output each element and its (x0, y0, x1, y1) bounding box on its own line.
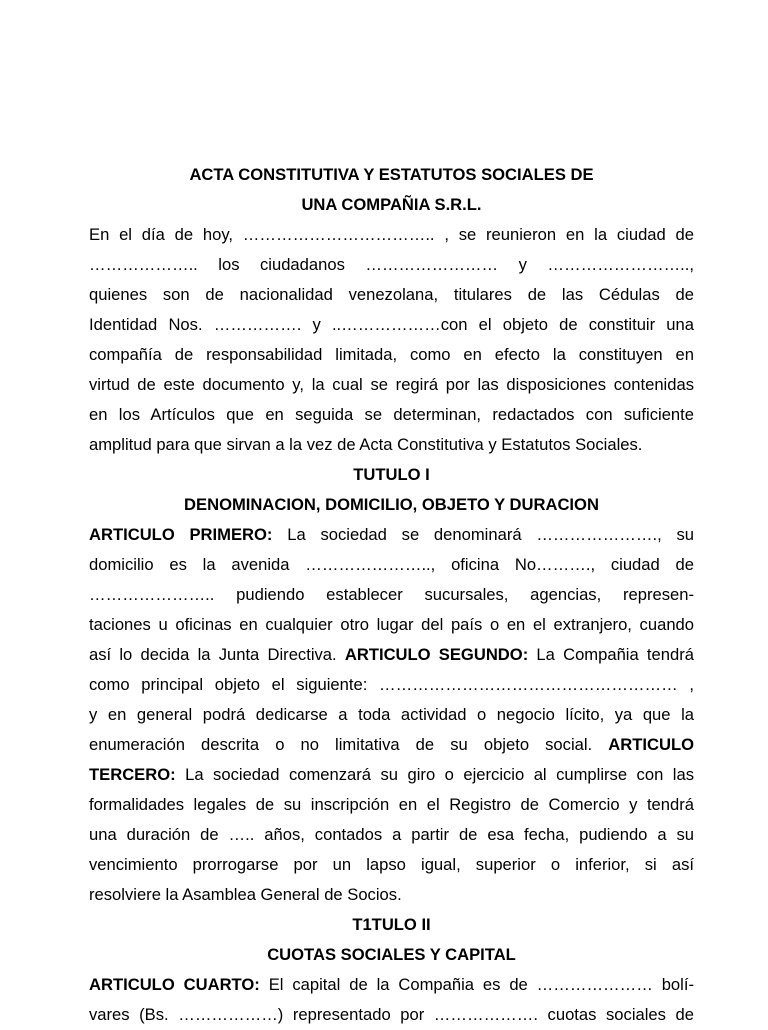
intro-line: compañía de responsabilidad limitada, como en efecto la constituyen en (89, 345, 694, 364)
intro-line: Identidad Nos. ……………. y ..………………con el objeto de constituir una (89, 315, 694, 334)
title-1-heading: TUTULO I (353, 465, 430, 484)
article-line: domicilio es la avenida ………………….., oficina No………., ciudad de (89, 555, 694, 574)
intro-line: amplitud para que sirvan a la vez de Acta Constitutiva y Estatutos Sociales. (89, 435, 643, 454)
title-2-subheading: CUOTAS SOCIALES Y CAPITAL (267, 945, 516, 964)
intro-line: en los Artículos que en seguida se determinan, redactados con suficiente (89, 405, 694, 424)
title-1-subheading: DENOMINACION, DOMICILIO, OBJETO Y DURACION (184, 495, 599, 514)
article-line (89, 730, 694, 760)
article-1-text-end: así lo decida la Junta Directiva. (89, 645, 345, 664)
article-line: y en general podrá dedicarse a toda actividad o negocio lícito, ya que la (89, 705, 694, 724)
article-line (89, 970, 694, 1000)
intro-line: En el día de hoy, …………………………….. , se reunieron en la ciudad de (89, 225, 694, 244)
article-line (89, 520, 694, 550)
intro-line: virtud de este documento y, la cual se regirá por las disposiciones contenidas (89, 375, 694, 394)
article-2-text-end: enumeración descrita o no limitativa de su objeto social. (89, 735, 609, 754)
intro-line: ……………….. los ciudadanos …………………… y …………………….., (89, 255, 694, 274)
document-title-line-2: UNA COMPAÑIA S.R.L. (301, 195, 482, 214)
article-line: vares (Bs. ………………) representado por ………………. cuotas sociales de (89, 1005, 694, 1024)
article-line: una duración de ….. años, contados a partir de esa fecha, pudiendo a su (89, 825, 694, 844)
article-line (89, 760, 694, 790)
title-2-heading: T1TULO II (352, 915, 431, 934)
article-line: ………………….. pudiendo establecer sucursales, agencias, represen- (89, 585, 694, 604)
article-line: vencimiento prorrogarse por un lapso igual, superior o inferior, si así (89, 855, 694, 874)
article-1-label: ARTICULO PRIMERO: (89, 525, 273, 544)
article-line: resolviere la Asamblea General de Socios. (89, 885, 402, 904)
article-2-text: La Compañia tendrá (528, 645, 694, 664)
articles-paragraph-1 (89, 520, 694, 910)
document-title-line-1: ACTA CONSTITUTIVA Y ESTATUTOS SOCIALES DE (189, 165, 594, 184)
article-1-text: La sociedad se denominará …………………., su (272, 525, 694, 544)
intro-line: quienes son de nacionalidad venezolana, titulares de las Cédulas de (89, 285, 694, 304)
article-line: taciones u oficinas en cualquier otro lugar del país o en el extranjero, cuando (89, 615, 694, 634)
article-3-label-part-2: TERCERO: (89, 765, 176, 784)
article-line: formalidades legales de su inscripción en el Registro de Comercio y tendrá (89, 795, 694, 814)
article-3-label-part-1: ARTICULO (608, 735, 694, 754)
intro-paragraph (89, 220, 694, 460)
article-3-text: La sociedad comenzará su giro o ejercicio al cumplirse con las (175, 765, 694, 784)
article-4-label: ARTICULO CUARTO: (89, 975, 260, 994)
articles-paragraph-2 (89, 970, 694, 1030)
article-line (89, 640, 694, 670)
article-4-text: El capital de la Compañia es de ………………… bolí- (259, 975, 694, 994)
article-2-label: ARTICULO SEGUNDO: (344, 645, 529, 664)
article-line: como principal objeto el siguiente: ……………………………………………… , (89, 675, 694, 694)
document-page (89, 160, 694, 1030)
